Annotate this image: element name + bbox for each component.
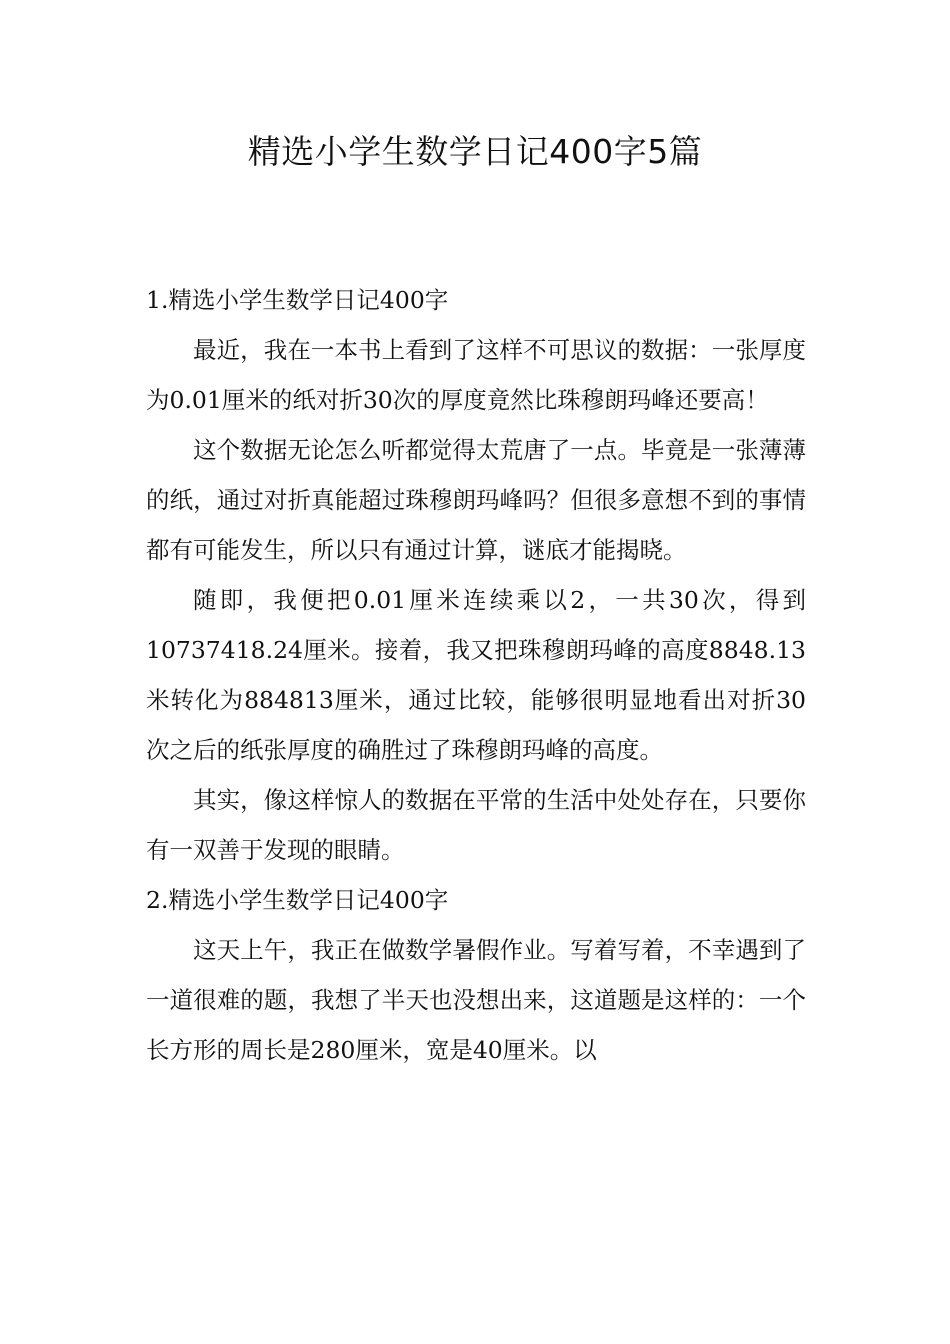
paragraph: 这天上午，我正在做数学暑假作业。写着写着，不幸遇到了一道很难的题，我想了半天也没想出来，这道题是这样的：一个长方形的周长是280厘米，宽是40厘米。以 (146, 936, 806, 1064)
paragraph: 其实，像这样惊人的数据在平常的生活中处处存在，只要你有一双善于发现的眼睛。 (146, 786, 806, 864)
paragraph: 随即，我便把0.01厘米连续乘以2，一共30次，得到10737418.24厘米。接着，我又把珠穆朗玛峰的高度8848.13米转化为884813厘米，通过比较，能够很明显地看出对折30次之后的纸张厚度的确胜过了珠穆朗玛峰的高度。 (146, 586, 806, 764)
section-heading: 1.精选小学生数学日记400字 (146, 286, 449, 314)
section-heading: 2.精选小学生数学日记400字 (146, 886, 449, 914)
document-body (146, 275, 806, 1075)
paragraph: 最近，我在一本书上看到了这样不可思议的数据：一张厚度为0.01厘米的纸对折30次的厚度竟然比珠穆朗玛峰还要高！ (146, 336, 806, 414)
document-title: 精选小学生数学日记400字5篇 (247, 132, 703, 171)
paragraph: 这个数据无论怎么听都觉得太荒唐了一点。毕竟是一张薄薄的纸，通过对折真能超过珠穆朗玛峰吗？但很多意想不到的事情都有可能发生，所以只有通过计算，谜底才能揭晓。 (146, 436, 806, 564)
